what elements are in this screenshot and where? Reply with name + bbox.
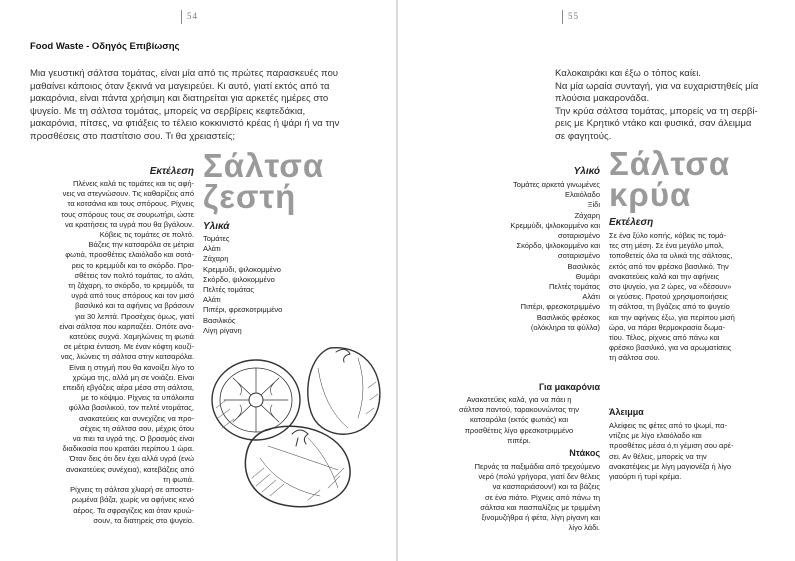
ingredient-item: σοταρισμένο	[557, 251, 600, 261]
ntakos-text: Περνάς τα παξιμάδια από τρεχούμενο νερό (πολύ γρήγορα, γιατί δεν θέλεις να κασπαριάσουν!) και τα βάζεις σε ένα πιάτο. Ρίχνεις από πάνω τη σάλτσα και πασπαλίζεις με τριμμένη ξινομυζήθρα ή φέτα, λίγη ρίγανη και λίγο λάδι.	[474, 462, 600, 533]
page-number: 54	[187, 11, 198, 21]
method-heading: Εκτέλεση	[609, 217, 654, 228]
tomato-sketch-illustration	[208, 338, 388, 513]
method-heading: Εκτέλεση	[149, 166, 194, 177]
ingredient-item: σοταρισμένο	[557, 231, 600, 241]
ingredient-item: Λίγη ρίγανη	[203, 325, 242, 335]
ingredient-item: Πιπέρι, φρεσκοτριμμένο	[520, 302, 600, 312]
ntakos-heading: Ντάκος	[569, 448, 600, 458]
ingredient-item: Βασιλικός	[203, 315, 236, 325]
ingredient-item: Σκόρδο, ψιλοκομμένο	[203, 274, 275, 284]
recipe-title: Σάλτσα ζεστή	[203, 147, 325, 215]
ingredient-item: Ξίδι	[587, 200, 600, 210]
ingredient-item: Σκόρδο, ψιλοκομμένο και	[516, 241, 600, 251]
right-page	[398, 0, 795, 561]
ingredient-item: Κρεμμύδι, ψιλοκομμένο και	[510, 220, 600, 230]
ingredient-item: Ζάχαρη	[203, 254, 229, 264]
ingredient-item: (ολόκληρα τα φύλλα)	[530, 322, 600, 332]
ingredient-item: Αλάτι	[582, 292, 600, 302]
ingredient-item: Κρεμμύδι, ψιλοκομμένο	[203, 264, 281, 274]
recipe-title: Σάλτσα κρύα	[609, 145, 731, 213]
ingredient-item: Πελτές τομάτας	[203, 285, 255, 295]
spread-text: Αλείφεις τις φέτες από το ψωμί, πα- ντίζεις με λίγο ελαιόλαδο και προσθέτεις μέσα ό,τι γέμιση σου αρέ- σει. Αν θέλεις, μπορείς να την ανακατέψεις με λίγη μαγιονέζα ή λίγο γιαούρτι ή τυρί κρέμα.	[609, 421, 734, 482]
ingredient-item: Τομάτες	[203, 234, 230, 243]
method-text: Σε ένα ξύλο κοπής, κόβεις τις τομά- τες στη μέση. Σε ένα μεγάλο μπολ, τοποθετείς όλα τα υλικά της σάλτσας, εκτός από τον φρέσκο βασιλικό. Την ανακατεύεις καλά και την αφήνεις στο ψυγείο, για 2 ώρες, να «δέσουν» οι γεύσεις. Προτού χρησιμοποιήσεις τη σάλτσα, τη βγάζεις από το ψυγείο και την αφήνεις έξω, για περίπου μισή ώρα, να πάρει θερμοκρασία δωμα- τίου. Τέλος, ρίχνεις από πάνω και φρέσκο βασιλικό, για να αρωματίσεις τη σάλτσα σου.	[609, 231, 735, 363]
pasta-heading: Για μακαρόνια	[538, 382, 600, 392]
left-page	[0, 0, 396, 561]
ingredient-item: Τομάτες αρκετά γινωμένες	[513, 180, 600, 189]
ingredient-item: Πελτές τομάτας	[548, 282, 600, 292]
ingredient-item: Βασιλικός φρέσκος	[536, 312, 600, 322]
ingredient-item: Αλάτι	[203, 244, 221, 254]
intro-text: Μια γευστική σάλτσα τομάτας, είναι μία από τις πρώτες παρασκευές που μαθαίνει κάποιος όταν ξεκινά να μαγειρεύει. Κι αυτό, γιατί εκτός από τα μακαρόνια, είναι πάντα χρήσιμη και διατηρείται για αρκετές ημέρες στο ψυγείο. Με τη σάλτσα τομάτας, μπορείς να σερβίρεις κεφτεδάκια, μακαρόνια, πίτσες, να φτιάξεις το τέλειο κοκκινιστό κρέας ή ψάρι ή να την προσθέσεις στο παστίτσιο σου. Τι θα χρειαστείς;	[30, 68, 340, 142]
page-number-divider	[562, 10, 563, 24]
page-number: 55	[568, 11, 579, 21]
ingredient-item: Πιπέρι, φρεσκοτριμμένο	[203, 305, 283, 315]
ingredients-list	[438, 180, 600, 333]
running-header: Food Waste - Οδηγός Επιβίωσης	[30, 41, 180, 52]
ingredient-item: Ελαιόλαδο	[565, 190, 600, 200]
pasta-text: Ανακατεύεις καλά, για να πάει η σάλτσα παντού, ταρακουνώντας την κατσαρόλα (εκτός φωτιάς) και προσθέτεις λίγο φρεσκοτριμμένο πιπέρι.	[459, 395, 579, 445]
ingredient-item: Ζάχαρη	[574, 210, 600, 220]
ingredients-heading: Υλικά	[203, 221, 230, 232]
page-number-divider	[181, 10, 182, 24]
method-text: Πλένεις καλά τις τομάτες και τις αφή- νεις να στεγνώσουν. Τις καθαρίζεις από τα κοτσάνια και τους σπόρους. Ρίχνεις τους σπόρους τους σε σουρωτήρι, ώστε να κρατήσεις τα υγρά που θα βγάλουν. Κόβεις τις τομάτες σε πολτό. Βάζεις την κατσαρόλα σε μέτρια φωτιά, προσθέτεις ελαιόλαδο και σοτά- ρεις το κρεμμύδι και το σκόρδο. Προ- σθέτεις τον πολτό τομάτας, το αλάτι, τη ζάχαρη, το σκόρδο, το κρεμμύδι, τα υγρά από τους σπόρους και τον μισό βασιλικό και τα αφήνεις να βράσουν για 30 λεπτά. Προσέχεις όμως, γιατί είναι σάλτσα που καρπαζέει. Οπότε ανα- κατεύεις συχνά. Χαμηλώνεις τη φωτιά σε μέτρια ένταση. Με έναν κόφτη κουζί- νας, λιώνεις τη σάλτσα στην κατσαρόλα. Είναι η στιγμή που θα κανοίξει λίγο το χρώμα της, αλλά μη σε νοιάζει. Είναι επειδή εβγάζεις αέρα μέσα στη σάλτσα, με το κόψιμο. Ρίχνεις τα υπόλοιπα φύλλα βασιλικού, τον πελτέ ντομάτας, ανακατεύεις και συνεχίζεις να προ- σέχεις τη σάλτσα σου, μέχρις ότου να πιει τα υγρά της. Ο βρασμός είναι διαδικασία που κρατάει περίπου 1 ώρα. Όταν δεις ότι δεν έχει αλλά υγρά (ενώ ανακατεύεις συνέχεια), κατεβάζεις από τη φωτιά. Ρίχνεις τη σάλτσα χλιαρή σε αποστει- ρωμένα βάζα, χωρίς να αφήνεις κενό αέρος. Τα σφραγίζεις και όταν κρυώ- σουν, τα διατηρείς στο ψυγείο.	[59, 179, 194, 525]
ingredient-item: Θυμάρι	[575, 271, 600, 281]
ingredient-item: Βασιλικός	[567, 261, 600, 271]
intro-text: Καλοκαιράκι και έξω ο τόπος καίει. Να μία ωραία συνταγή, για να ευχαριστηθείς μία πλούσια μακαρονάδα. Την κρύα σάλτσα τομάτας, μπορείς να τη σερβί- ρεις με Κρητικό ντάκο και φυσικά, σαν άλειμμα σε φαγητούς.	[555, 68, 759, 142]
ingredient-item: Αλάτι	[203, 295, 221, 305]
ingredients-list	[203, 234, 282, 336]
spread-heading: Άλειμμα	[609, 407, 644, 417]
ingredients-heading: Υλικό	[573, 166, 600, 177]
